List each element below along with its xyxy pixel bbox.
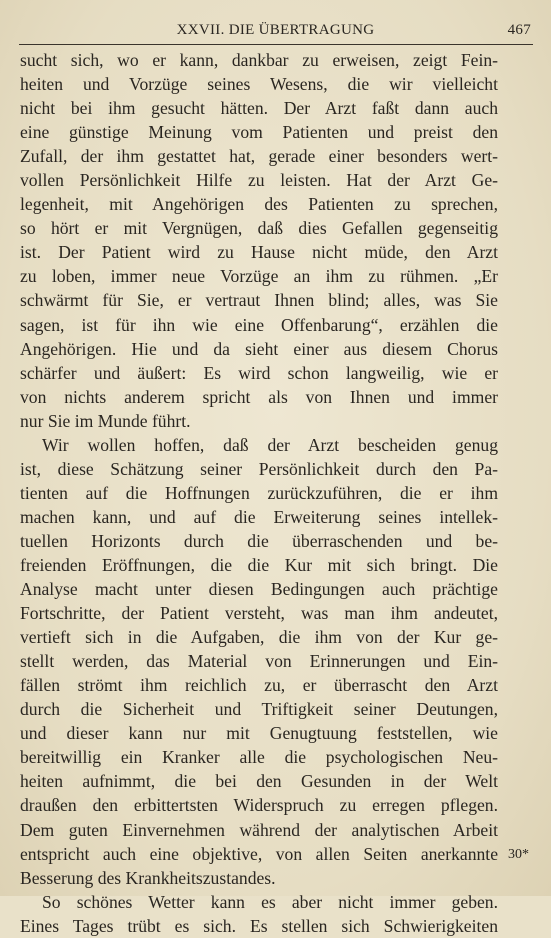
text-line: freienden Eröffnungen, die die Kur mit sich bringt. Die	[20, 554, 498, 575]
text-line: zu loben, immer neue Vorzüge an ihm zu rühmen. „Er	[20, 266, 498, 287]
paragraph-last-line: nur Sie im Munde führt.	[20, 410, 191, 431]
text-line: bereitwillig ein Kranker alle die psychologischen Neu-	[20, 747, 498, 768]
text-line: tuellen Horizonts durch die überraschenden und be-	[20, 530, 498, 551]
text-line: und dieser kann nur mit Genugtuung feststellen, wie	[20, 723, 498, 744]
text-line: tienten auf die Hoffnungen zurückzuführen, die er ihm	[20, 482, 498, 503]
text-line: heiten und Vorzüge seines Wesens, die wir vielleicht	[20, 74, 498, 95]
text-line: nicht bei ihm gesucht hätten. Der Arzt faßt dann auch	[20, 98, 498, 119]
text-line: Zufall, der ihm gestattet hat, gerade einer besonders wert-	[20, 146, 498, 167]
text-line: von nichts anderem spricht als von Ihnen und immer	[20, 386, 498, 407]
text-line: schwärmt für Sie, er vertraut Ihnen blind; alles, was Sie	[20, 290, 498, 311]
text-line: eine günstige Meinung vom Patienten und preist den	[20, 122, 498, 143]
text-line: draußen den erbittertsten Widerspruch zu erregen pflegen.	[20, 795, 498, 816]
text-line: ist. Der Patient wird zu Hause nicht müde, den Arzt	[20, 242, 498, 263]
body-text	[20, 48, 498, 938]
text-line: Dem guten Einvernehmen während der analytischen Arbeit	[20, 819, 498, 840]
text-line: Angehörigen. Hie und da sieht einer aus diesem Chorus	[20, 338, 498, 359]
text-line: legenheit, mit Angehörigen des Patienten zu sprechen,	[20, 194, 498, 215]
chapter-title: XXVII. DIE ÜBERTRAGUNG	[176, 22, 375, 38]
text-line: sucht sich, wo er kann, dankbar zu erweisen, zeigt Fein-	[20, 50, 498, 70]
text-line: entspricht auch eine objektive, von allen Seiten anerkannte	[20, 843, 498, 864]
text-line: schärfer und äußert: Es wird schon langweilig, wie er	[20, 362, 498, 383]
text-line: Analyse macht unter diesen Bedingungen auch prächtige	[20, 579, 498, 600]
text-line: vollen Persönlichkeit Hilfe zu leisten. Hat der Arzt Ge-	[20, 170, 498, 191]
paragraph-first-line: Wir wollen hoffen, daß der Arzt bescheiden genug	[42, 434, 498, 455]
text-line: heiten aufnimmt, die bei den Gesunden in der Welt	[20, 771, 498, 792]
running-header	[20, 14, 531, 42]
page-number: 467	[507, 22, 531, 38]
paragraph-first-line: So schönes Wetter kann es aber nicht immer geben.	[42, 891, 498, 912]
printer-signature: 30*	[508, 847, 529, 862]
text-line: ist, diese Schätzung seiner Persönlichkeit durch den Pa-	[20, 458, 498, 479]
paragraph-last-line: Besserung des Krankheitszustandes.	[20, 867, 276, 888]
text-line: durch die Sicherheit und Triftigkeit seiner Deutungen,	[20, 699, 498, 720]
header-rule	[19, 44, 533, 45]
text-line: stellt werden, das Material von Erinnerungen und Ein-	[20, 651, 498, 672]
text-line: vertieft sich in die Aufgaben, die ihm von der Kur ge-	[20, 627, 498, 648]
text-line: fällen strömt ihm reichlich zu, er überrascht den Arzt	[20, 675, 498, 696]
text-line: sagen, ist für ihn wie eine Offenbarung“, erzählen die	[20, 314, 498, 335]
text-line: so hört er mit Vergnügen, daß dies Gefallen gegenseitig	[20, 218, 498, 239]
text-line: Fortschritte, der Patient versteht, was man ihm andeutet,	[20, 603, 498, 624]
text-line: machen kann, und auf die Erweiterung seines intellek-	[20, 506, 498, 527]
text-line: Eines Tages trübt es sich. Es stellen sich Schwierigkeiten	[20, 915, 498, 936]
